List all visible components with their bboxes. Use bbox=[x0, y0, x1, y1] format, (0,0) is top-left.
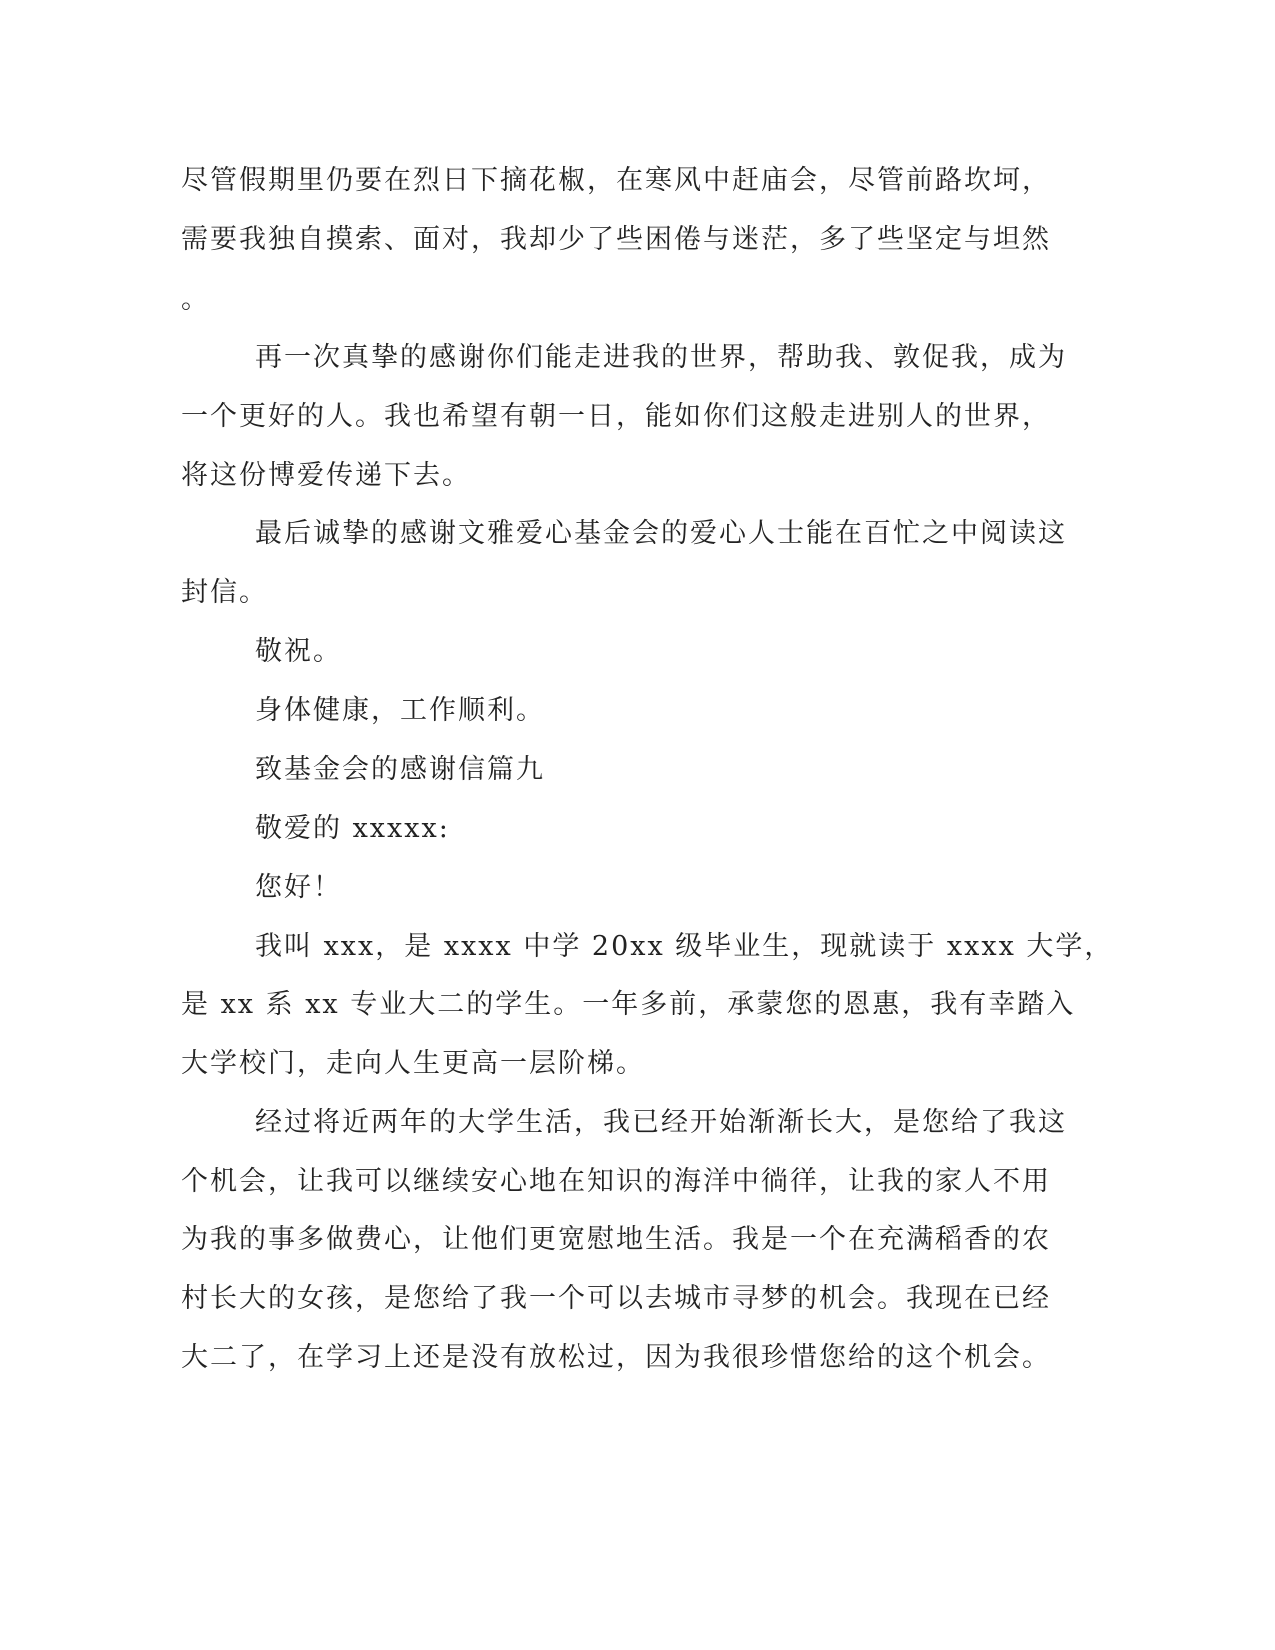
text-line: 是 xx 系 xx 专业大二的学生。一年多前，承蒙您的恩惠，我有幸踏入 bbox=[181, 989, 1076, 1020]
section-title: 致基金会的感谢信篇九 bbox=[255, 754, 545, 785]
closing-wish-line: 身体健康，工作顺利。 bbox=[255, 695, 545, 726]
salutation-line: 敬祝。 bbox=[255, 636, 342, 667]
text-line: 将这份博爱传递下去。 bbox=[181, 460, 471, 491]
text-line: 。 bbox=[181, 284, 210, 315]
paragraph-start-line: 再一次真挚的感谢你们能走进我的世界，帮助我、敦促我，成为 bbox=[255, 342, 1067, 373]
paragraph-start-line: 我叫 xxx，是 xxxx 中学 20xx 级毕业生，现就读于 xxxx 大学， bbox=[255, 931, 1114, 962]
text-line: 为我的事多做费心，让他们更宽慰地生活。我是一个在充满稻香的农 bbox=[181, 1224, 1051, 1255]
greeting-line: 您好！ bbox=[255, 872, 342, 903]
text-line: 村长大的女孩，是您给了我一个可以去城市寻梦的机会。我现在已经 bbox=[181, 1283, 1051, 1314]
text-line: 一个更好的人。我也希望有朝一日，能如你们这般走进别人的世界， bbox=[181, 401, 1051, 432]
greeting-recipient: 敬爱的 xxxxx: bbox=[255, 813, 450, 844]
text-line: 个机会，让我可以继续安心地在知识的海洋中徜徉，让我的家人不用 bbox=[181, 1166, 1051, 1197]
text-line: 封信。 bbox=[181, 577, 268, 608]
paragraph-start-line: 最后诚挚的感谢文雅爱心基金会的爱心人士能在百忙之中阅读这 bbox=[255, 518, 1067, 549]
text-line: 需要我独自摸索、面对，我却少了些困倦与迷茫，多了些坚定与坦然 bbox=[181, 224, 1051, 255]
text-line: 尽管假期里仍要在烈日下摘花椒，在寒风中赶庙会，尽管前路坎坷， bbox=[181, 165, 1051, 196]
paragraph-start-line: 经过将近两年的大学生活，我已经开始渐渐长大，是您给了我这 bbox=[255, 1107, 1067, 1138]
text-line: 大二了，在学习上还是没有放松过，因为我很珍惜您给的这个机会。 bbox=[181, 1342, 1051, 1373]
text-line: 大学校门，走向人生更高一层阶梯。 bbox=[181, 1048, 645, 1079]
